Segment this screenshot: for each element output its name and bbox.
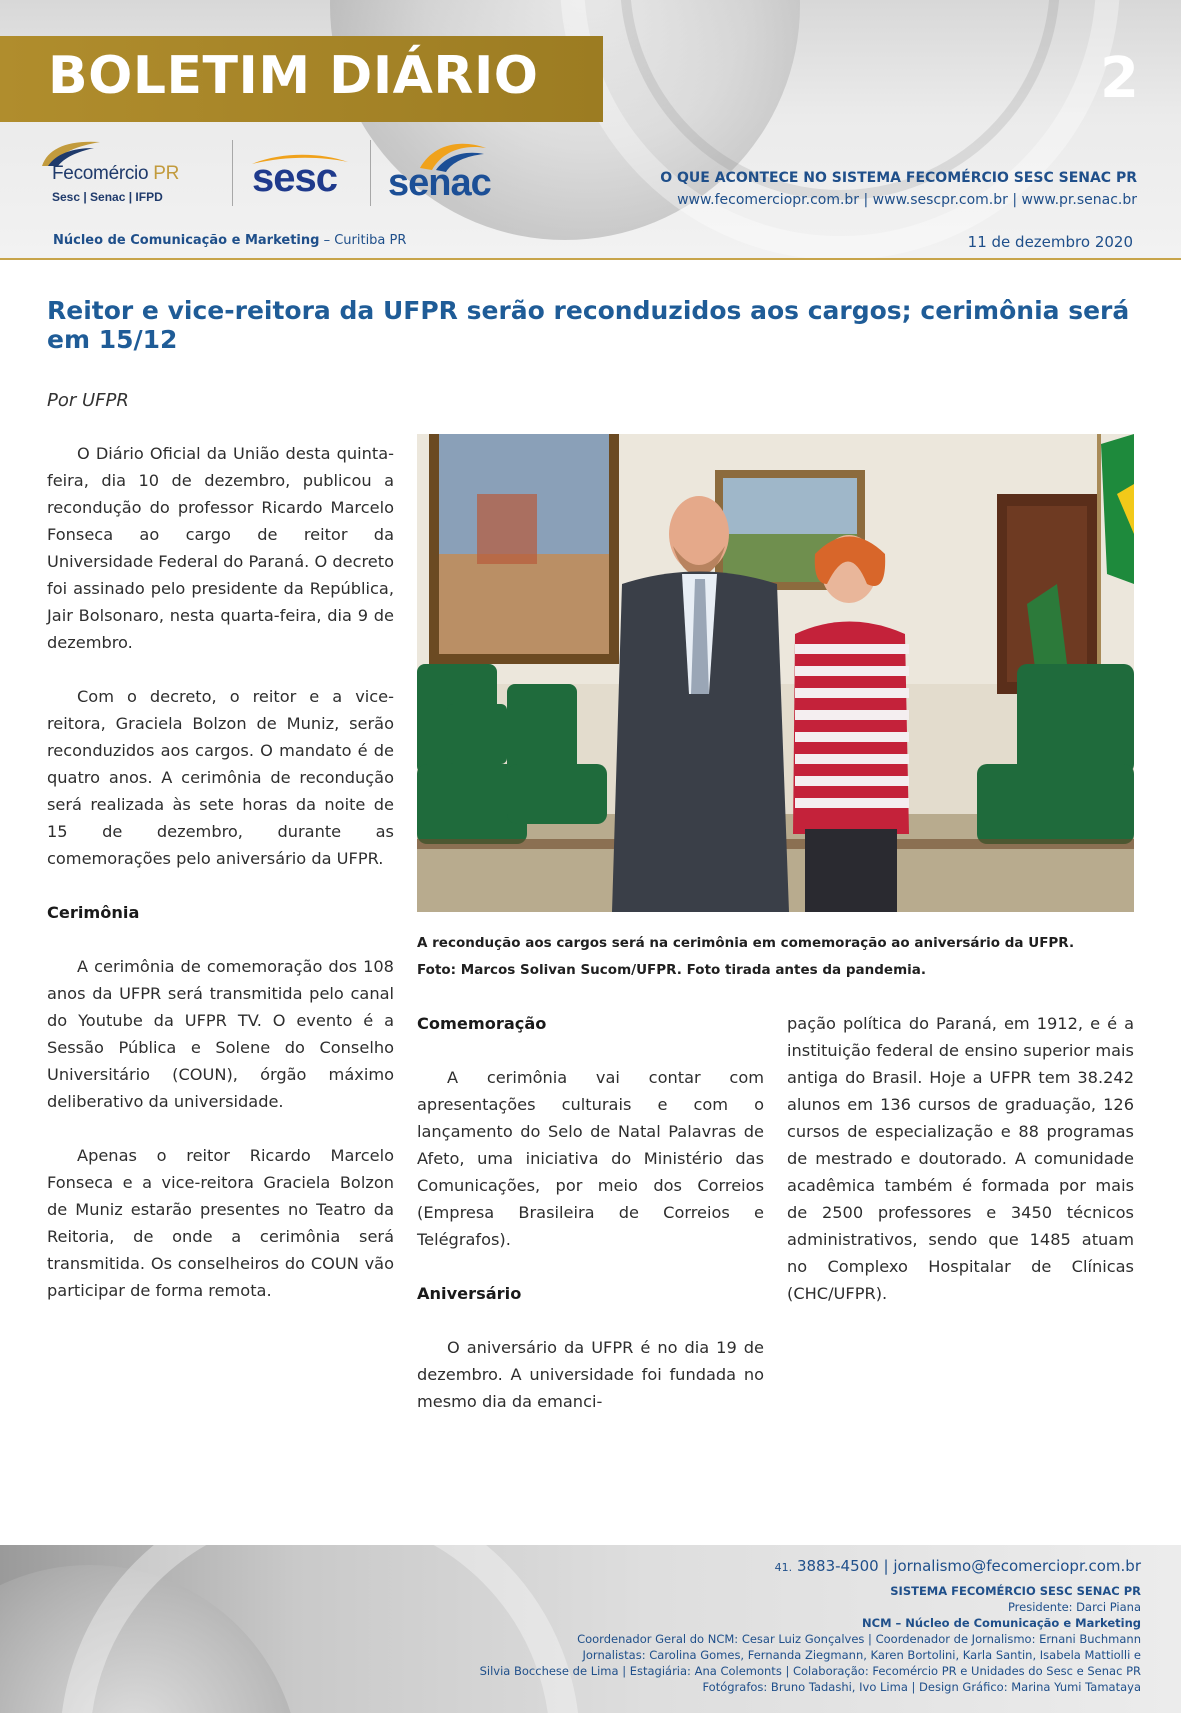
coordinators-line: Coordenador Geral do NCM: Cesar Luiz Gonçalves | Coordenador de Jornalismo: Ernani Buchmann bbox=[577, 1632, 1141, 1646]
journalists-line: Jornalistas: Carolina Gomes, Fernanda Ziegmann, Karen Bortolini, Karla Santin, Isabela Mattiolli e bbox=[582, 1648, 1141, 1662]
journalists-line-2: Silvia Bocchese de Lima | Estagiária: Ana Colemonts | Colaboração: Fecomércio PR e Unidades do Sesc e Senac PR bbox=[479, 1664, 1141, 1678]
page-footer bbox=[0, 1545, 1181, 1713]
article-column-3 bbox=[787, 1010, 1134, 1334]
ncm-line: NCM – Núcleo de Comunicação e Marketing bbox=[862, 1616, 1141, 1630]
president-line: Presidente: Darci Piana bbox=[1007, 1600, 1141, 1614]
fecomercio-subline: Sesc | Senac | IFPD bbox=[52, 190, 163, 204]
sesc-wordmark: sesc bbox=[252, 156, 337, 200]
section-heading: Comemoração bbox=[417, 1014, 547, 1033]
system-name: SISTEMA FECOMÉRCIO SESC SENAC PR bbox=[890, 1584, 1141, 1598]
logo-divider bbox=[370, 140, 371, 206]
senac-wordmark: senac bbox=[388, 162, 491, 204]
article-byline: Por UFPR bbox=[47, 390, 129, 411]
senac-logo[interactable] bbox=[388, 138, 508, 208]
fecomercio-logo[interactable] bbox=[38, 138, 228, 208]
paragraph: O aniversário da UFPR é no dia 19 de dezembro. A universidade foi fundada no mesmo dia da emanci- bbox=[417, 1338, 764, 1411]
header-websites[interactable]: www.fecomerciopr.com.br | www.sescpr.com.br | www.pr.senac.br bbox=[677, 192, 1137, 208]
footer-credits bbox=[480, 1583, 1141, 1695]
article-column-2 bbox=[417, 1010, 764, 1442]
photo-illustration bbox=[417, 434, 1134, 912]
section-heading: Aniversário bbox=[417, 1284, 522, 1303]
header-tagline: O QUE ACONTECE NO SISTEMA FECOMÉRCIO SESC SENAC PR bbox=[660, 170, 1137, 186]
paragraph: Apenas o reitor Ricardo Marcelo Fonseca e a vice-reitora Graciela Bolzon de Muniz estarão presentes no Teatro da Reitoria, de onde a cerimônia será transmitida. Os conselheiros do COUN vão participar de forma remota. bbox=[47, 1146, 394, 1300]
paragraph: A cerimônia vai contar com apresentações culturais e com o lançamento do Selo de Natal Palavras de Afeto, uma iniciativa do Ministério das Comunicações, por meio dos Correios (Empresa Brasileira de Correios e Telégrafos). bbox=[417, 1068, 764, 1249]
paragraph: O Diário Oficial da União desta quinta-feira, dia 10 de dezembro, publicou a recondução do professor Ricardo Marcelo Fonseca ao cargo de reitor da Universidade Federal do Paraná. O decreto foi assinado pelo presidente da República, Jair Bolsonaro, nesta quarta-feira, dia 9 de dezembro. bbox=[47, 444, 394, 652]
issue-date: 11 de dezembro 2020 bbox=[967, 233, 1133, 251]
article-headline: Reitor e vice-reitora da UFPR serão reconduzidos aos cargos; cerimônia será em 15/12 bbox=[47, 296, 1130, 354]
bulletin-title: BOLETIM DIÁRIO bbox=[48, 46, 539, 106]
phone-number[interactable]: 3883-4500 bbox=[796, 1557, 879, 1575]
sesc-logo[interactable] bbox=[252, 152, 352, 208]
logo-divider bbox=[232, 140, 233, 206]
contact-email[interactable]: jornalismo@fecomerciopr.com.br bbox=[893, 1557, 1141, 1575]
paragraph: A cerimônia de comemoração dos 108 anos da UFPR será transmitida pelo canal do Youtube da UFPR TV. O evento é a Sessão Pública e Solene do Conselho Universitário (COUN), órgão máximo deliberativo da universidade. bbox=[47, 957, 394, 1111]
footer-contact: 41. 3883-4500 | jornalismo@fecomerciopr.com.br bbox=[774, 1557, 1141, 1575]
photographers-line: Fotógrafos: Bruno Tadashi, Ivo Lima | Design Gráfico: Marina Yumi Tamataya bbox=[702, 1680, 1141, 1694]
phone-area-code: 41. bbox=[774, 1561, 793, 1574]
page-header bbox=[0, 0, 1181, 260]
title-band bbox=[0, 36, 603, 122]
section-heading: Cerimônia bbox=[47, 903, 140, 922]
page-number: 2 bbox=[1100, 46, 1139, 111]
department-label: Núcleo de Comunicação e Marketing – Curitiba PR bbox=[53, 233, 407, 248]
fecomercio-wordmark: Fecomércio PR bbox=[52, 163, 180, 184]
article-photo bbox=[417, 434, 1134, 912]
paragraph: pação política do Paraná, em 1912, e é a instituição federal de ensino superior mais antiga do Brasil. Hoje a UFPR tem 38.242 alunos em 136 cursos de graduação, 126 cursos de especialização e 88 programas de mestrado e doutorado. A comunidade acadêmica também é formada por mais de 2500 professores e 3450 técnicos administrativos, sendo que 1485 atuam no Complexo Hospitalar de Clínicas (CHC/UFPR). bbox=[787, 1014, 1134, 1303]
paragraph: Com o decreto, o reitor e a vice-reitora, Graciela Bolzon de Muniz, serão reconduzidos aos cargos. O mandato é de quatro anos. A cerimônia de recondução será realizada às sete horas da noite de 15 de dezembro, durante as comemorações pelo aniversário da UFPR. bbox=[47, 687, 394, 868]
photo-caption: A recondução aos cargos será na cerimônia em comemoração ao aniversário da UFPR. Foto: Marcos Solivan Sucom/UFPR. Foto tirada antes da pandemia. bbox=[417, 935, 1075, 978]
article-column-1 bbox=[47, 440, 394, 1331]
